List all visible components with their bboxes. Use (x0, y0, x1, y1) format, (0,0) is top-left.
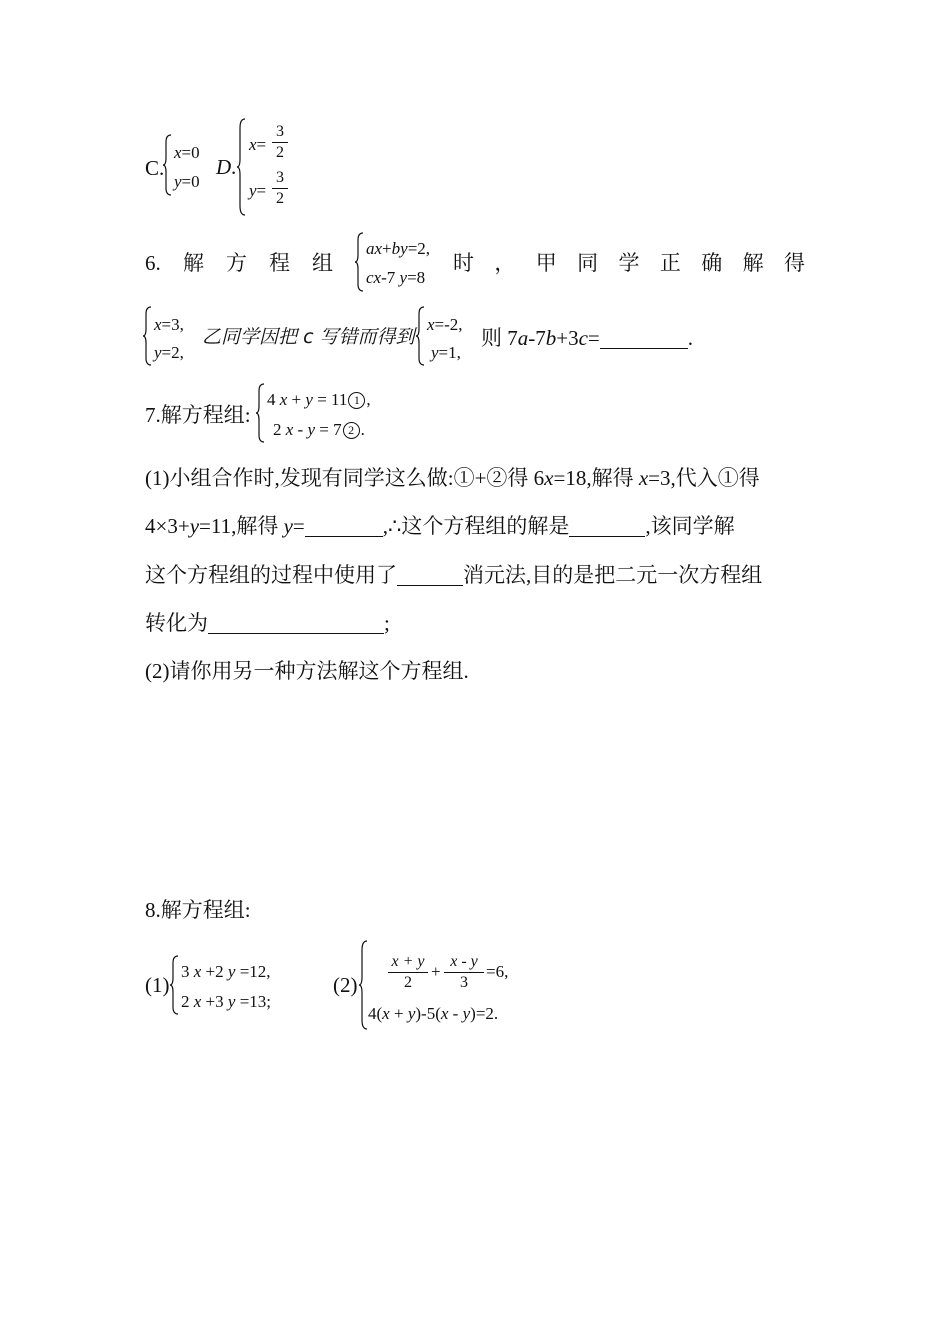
brace-icon (256, 383, 266, 443)
q7-part1-line1: (1)小组合作时,发现有同学这么做:①+②得 6x=18,解得 x=3,代入①得 (145, 466, 760, 490)
q6-number: 6. (145, 251, 161, 275)
option-c-y-line: y=0 (174, 172, 200, 191)
q8-sub1-eq1: 3 x +2 y =12, (181, 962, 271, 981)
q6-tail: 则 7a-7b+3c= . (481, 326, 694, 350)
q7-part1-line4: 转化为 ; (145, 611, 390, 635)
q8-sub1-eq2: 2 x +3 y =13; (181, 992, 271, 1011)
q8-sub2-fraction2: x - y 3 (444, 954, 484, 991)
q6-solution1-x: x=3, (154, 315, 184, 334)
q6-system-eq2: cx-7 y=8 (366, 268, 426, 287)
option-c-label: C. (145, 156, 165, 180)
option-c-x-line: x=0 (174, 143, 200, 162)
q6-lead-text: 解 方 程 组 (183, 251, 333, 275)
brace-icon (355, 232, 365, 292)
answer-blank[interactable] (397, 571, 463, 586)
q8-sub2-eq1-end: =6, (486, 962, 509, 981)
q8-sub1-label: (1) (145, 973, 170, 997)
q7-part1-line3: 这个方程组的过程中使用了 消元法,目的是把二元一次方程组 (145, 563, 763, 587)
q6-solution2-x: x=-2, (427, 315, 463, 334)
brace-icon (237, 118, 247, 216)
q8-title: 8.解方程组: (145, 898, 251, 922)
brace-icon (143, 306, 153, 366)
q7-part1-line2: 4×3+y=11,解得 y= ,∴这个方程组的解是 ,该同学解 (145, 514, 735, 538)
q8-sub2-label: (2) (333, 973, 358, 997)
option-d-x-line: x= (249, 135, 267, 154)
brace-icon (416, 306, 426, 366)
option-d-label: D (216, 155, 232, 179)
brace-icon (170, 955, 180, 1015)
option-d-y-line: y= (249, 181, 267, 200)
option-d-dot: . (231, 155, 237, 179)
answer-blank[interactable] (600, 334, 688, 349)
option-d-y-fraction: 3 2 (272, 170, 288, 207)
answer-blank[interactable] (208, 619, 384, 634)
q6-solution2-y: y=1, (431, 343, 461, 362)
q7-part2: (2)请你用另一种方法解这个方程组. (145, 659, 469, 683)
q8-sub2-plus: + (431, 962, 441, 981)
answer-blank[interactable] (305, 522, 383, 537)
option-d-x-fraction: 3 2 (272, 124, 288, 161)
q6-mid-text: 时 ， 甲 同 学 正 确 解 得 (453, 251, 805, 275)
q6-system-eq1: ax+by=2, (366, 239, 431, 258)
answer-blank[interactable] (569, 522, 645, 537)
q6-solution1-y: y=2, (154, 343, 184, 362)
q7-title: 7.解方程组: (145, 403, 251, 427)
q7-eq2: 2 x - y = 7 2 . (273, 420, 365, 439)
q8-sub2-eq2: 4(x + y)-5(x - y)=2. (368, 1004, 499, 1023)
q8-sub2-fraction1: x + y 2 (388, 954, 428, 991)
brace-icon (163, 134, 173, 196)
q6-phrase: 乙同学因把 c 写错而得到 (202, 326, 415, 348)
q7-eq1: 4 x + y = 11 1 , (267, 390, 371, 409)
